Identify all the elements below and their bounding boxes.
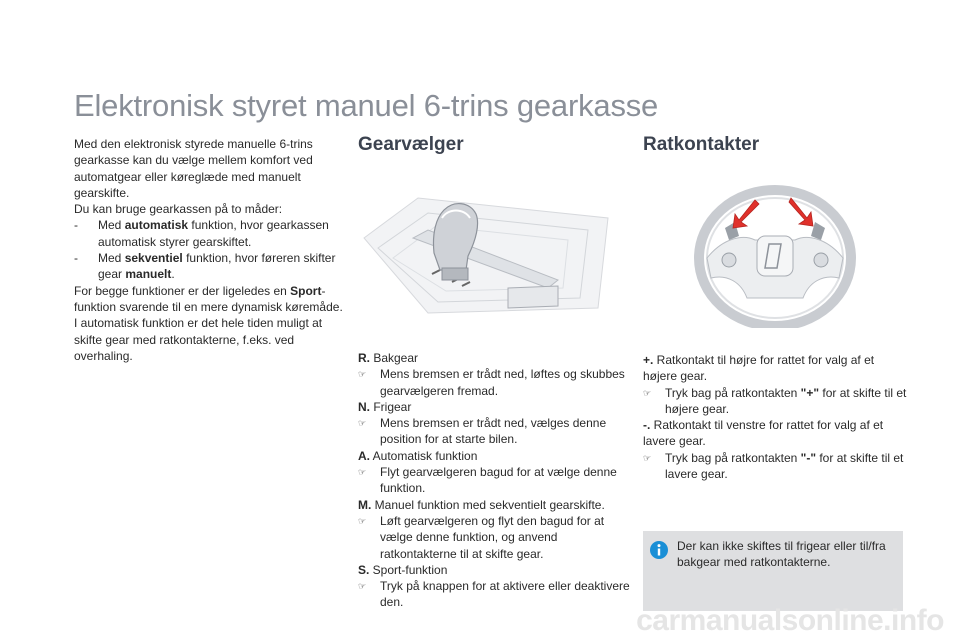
gear-selector-heading: Gearvælger <box>358 134 464 155</box>
watermark: carmanualsonline.info <box>636 604 944 637</box>
gear-key: A. <box>358 448 370 463</box>
mode-name: sekventiel <box>124 251 183 266</box>
mode-text: funktion, hvor føreren skifter gear <box>98 251 336 282</box>
automatic-paragraph: I automatisk funktion er det hele tiden muligt at skifte gear med ratkontakterne, f.eks. ved overhaling. <box>74 316 323 363</box>
mode-text: Med <box>98 218 125 233</box>
gear-key: R. <box>358 351 370 365</box>
sport-text: For begge funktioner er der ligeledes en <box>74 283 291 298</box>
mode-emphasis: manuelt <box>125 267 172 282</box>
mode-text: funktion, hvor gearkassen automatisk styrer gearskiftet. <box>98 218 329 249</box>
paddle-action: for at skifte til et højere gear. <box>665 385 907 416</box>
gear-action: Mens bremsen er trådt ned, vælges denne position for at starte bilen. <box>380 416 607 447</box>
gear-action: Mens bremsen er trådt ned, løftes og skubbes gearvælgeren fremad. <box>380 367 625 398</box>
info-icon <box>649 540 669 564</box>
gear-action: Flyt gearvælgeren bagud for at vælge denne funktion. <box>380 465 617 496</box>
modes-intro: Du kan bruge gearkassen på to måder: <box>74 202 283 217</box>
gear-item-automatic <box>358 448 630 497</box>
sport-paragraph <box>74 283 346 316</box>
gear-positions-list <box>358 350 630 611</box>
finger-bullet-icon: ☞ <box>358 581 367 592</box>
paddle-key: +. <box>643 353 654 367</box>
paddle-label: Ratkontakt til højre for rattet for valg af et højere gear. <box>643 353 875 384</box>
intro-paragraph: Med den elektronisk styrede manuelle 6-trins gearkasse kan du vælge mellem komfort ved automatgear eller køreglæde med manuelt gearskifte. <box>74 137 313 200</box>
mode-item-automatic <box>74 217 346 250</box>
paddle-action: Tryk bag på ratkontakten <box>665 385 801 400</box>
paddle-action: Tryk bag på ratkontakten <box>665 450 801 465</box>
steering-controls-heading: Ratkontakter <box>643 134 760 155</box>
finger-bullet-icon: ☞ <box>358 418 367 429</box>
steering-wheel-illustration <box>643 178 907 328</box>
info-note-text: Der kan ikke skiftes til frigear eller til/fra bakgear med ratkontakterne. <box>677 539 886 570</box>
info-note <box>643 531 903 611</box>
gear-key: S. <box>358 562 370 577</box>
gear-selector-illustration <box>358 178 630 328</box>
gear-action: Løft gearvælgeren og flyt den bagud for at vælge denne funktion, og anvend ratkontakterne til at skifte gear. <box>380 513 605 561</box>
gear-item-neutral <box>358 399 630 448</box>
intro-section <box>74 136 346 364</box>
finger-bullet-icon: ☞ <box>643 452 652 463</box>
finger-bullet-icon: ☞ <box>358 369 367 380</box>
finger-bullet-icon: ☞ <box>358 515 367 526</box>
mode-name: automatisk <box>124 218 189 233</box>
paddle-symbol: "+" <box>800 385 820 400</box>
dash-marker: - <box>74 251 78 266</box>
paddle-label: Ratkontakt til venstre for rattet for valg af et lavere gear. <box>643 418 884 449</box>
gear-label: Sport-funktion <box>369 562 448 577</box>
gear-label: Frigear <box>370 399 412 414</box>
page-title: Elektronisk styret manuel 6-trins gearkasse <box>74 88 659 123</box>
paddle-symbol: "-" <box>800 450 817 465</box>
gear-label: Manuel funktion med sekventielt gearskifte. <box>371 497 605 512</box>
gear-key: M. <box>358 497 372 512</box>
paddle-key: -. <box>643 418 651 433</box>
gear-item-sport <box>358 562 630 611</box>
sport-text: -funktion svarende til en mere dynamisk køremåde. <box>74 283 343 314</box>
sport-name: Sport <box>290 283 322 298</box>
mode-item-sequential <box>74 250 346 283</box>
paddle-list <box>643 352 907 482</box>
finger-bullet-icon: ☞ <box>643 387 652 398</box>
gear-label: Bakgear <box>370 351 419 365</box>
gear-item-manual <box>358 497 630 562</box>
gear-item-reverse <box>358 350 630 399</box>
paddle-action: for at skifte til et lavere gear. <box>665 450 904 482</box>
gear-action: Tryk på knappen for at aktivere eller deaktivere den. <box>380 579 630 610</box>
paddle-plus <box>643 352 907 417</box>
gear-key: N. <box>358 399 370 414</box>
dash-marker: - <box>74 218 78 233</box>
mode-text: . <box>171 267 175 282</box>
paddle-minus <box>643 417 907 482</box>
gear-label: Automatisk funktion <box>370 448 478 463</box>
mode-text: Med <box>98 251 125 266</box>
finger-bullet-icon: ☞ <box>358 467 367 478</box>
